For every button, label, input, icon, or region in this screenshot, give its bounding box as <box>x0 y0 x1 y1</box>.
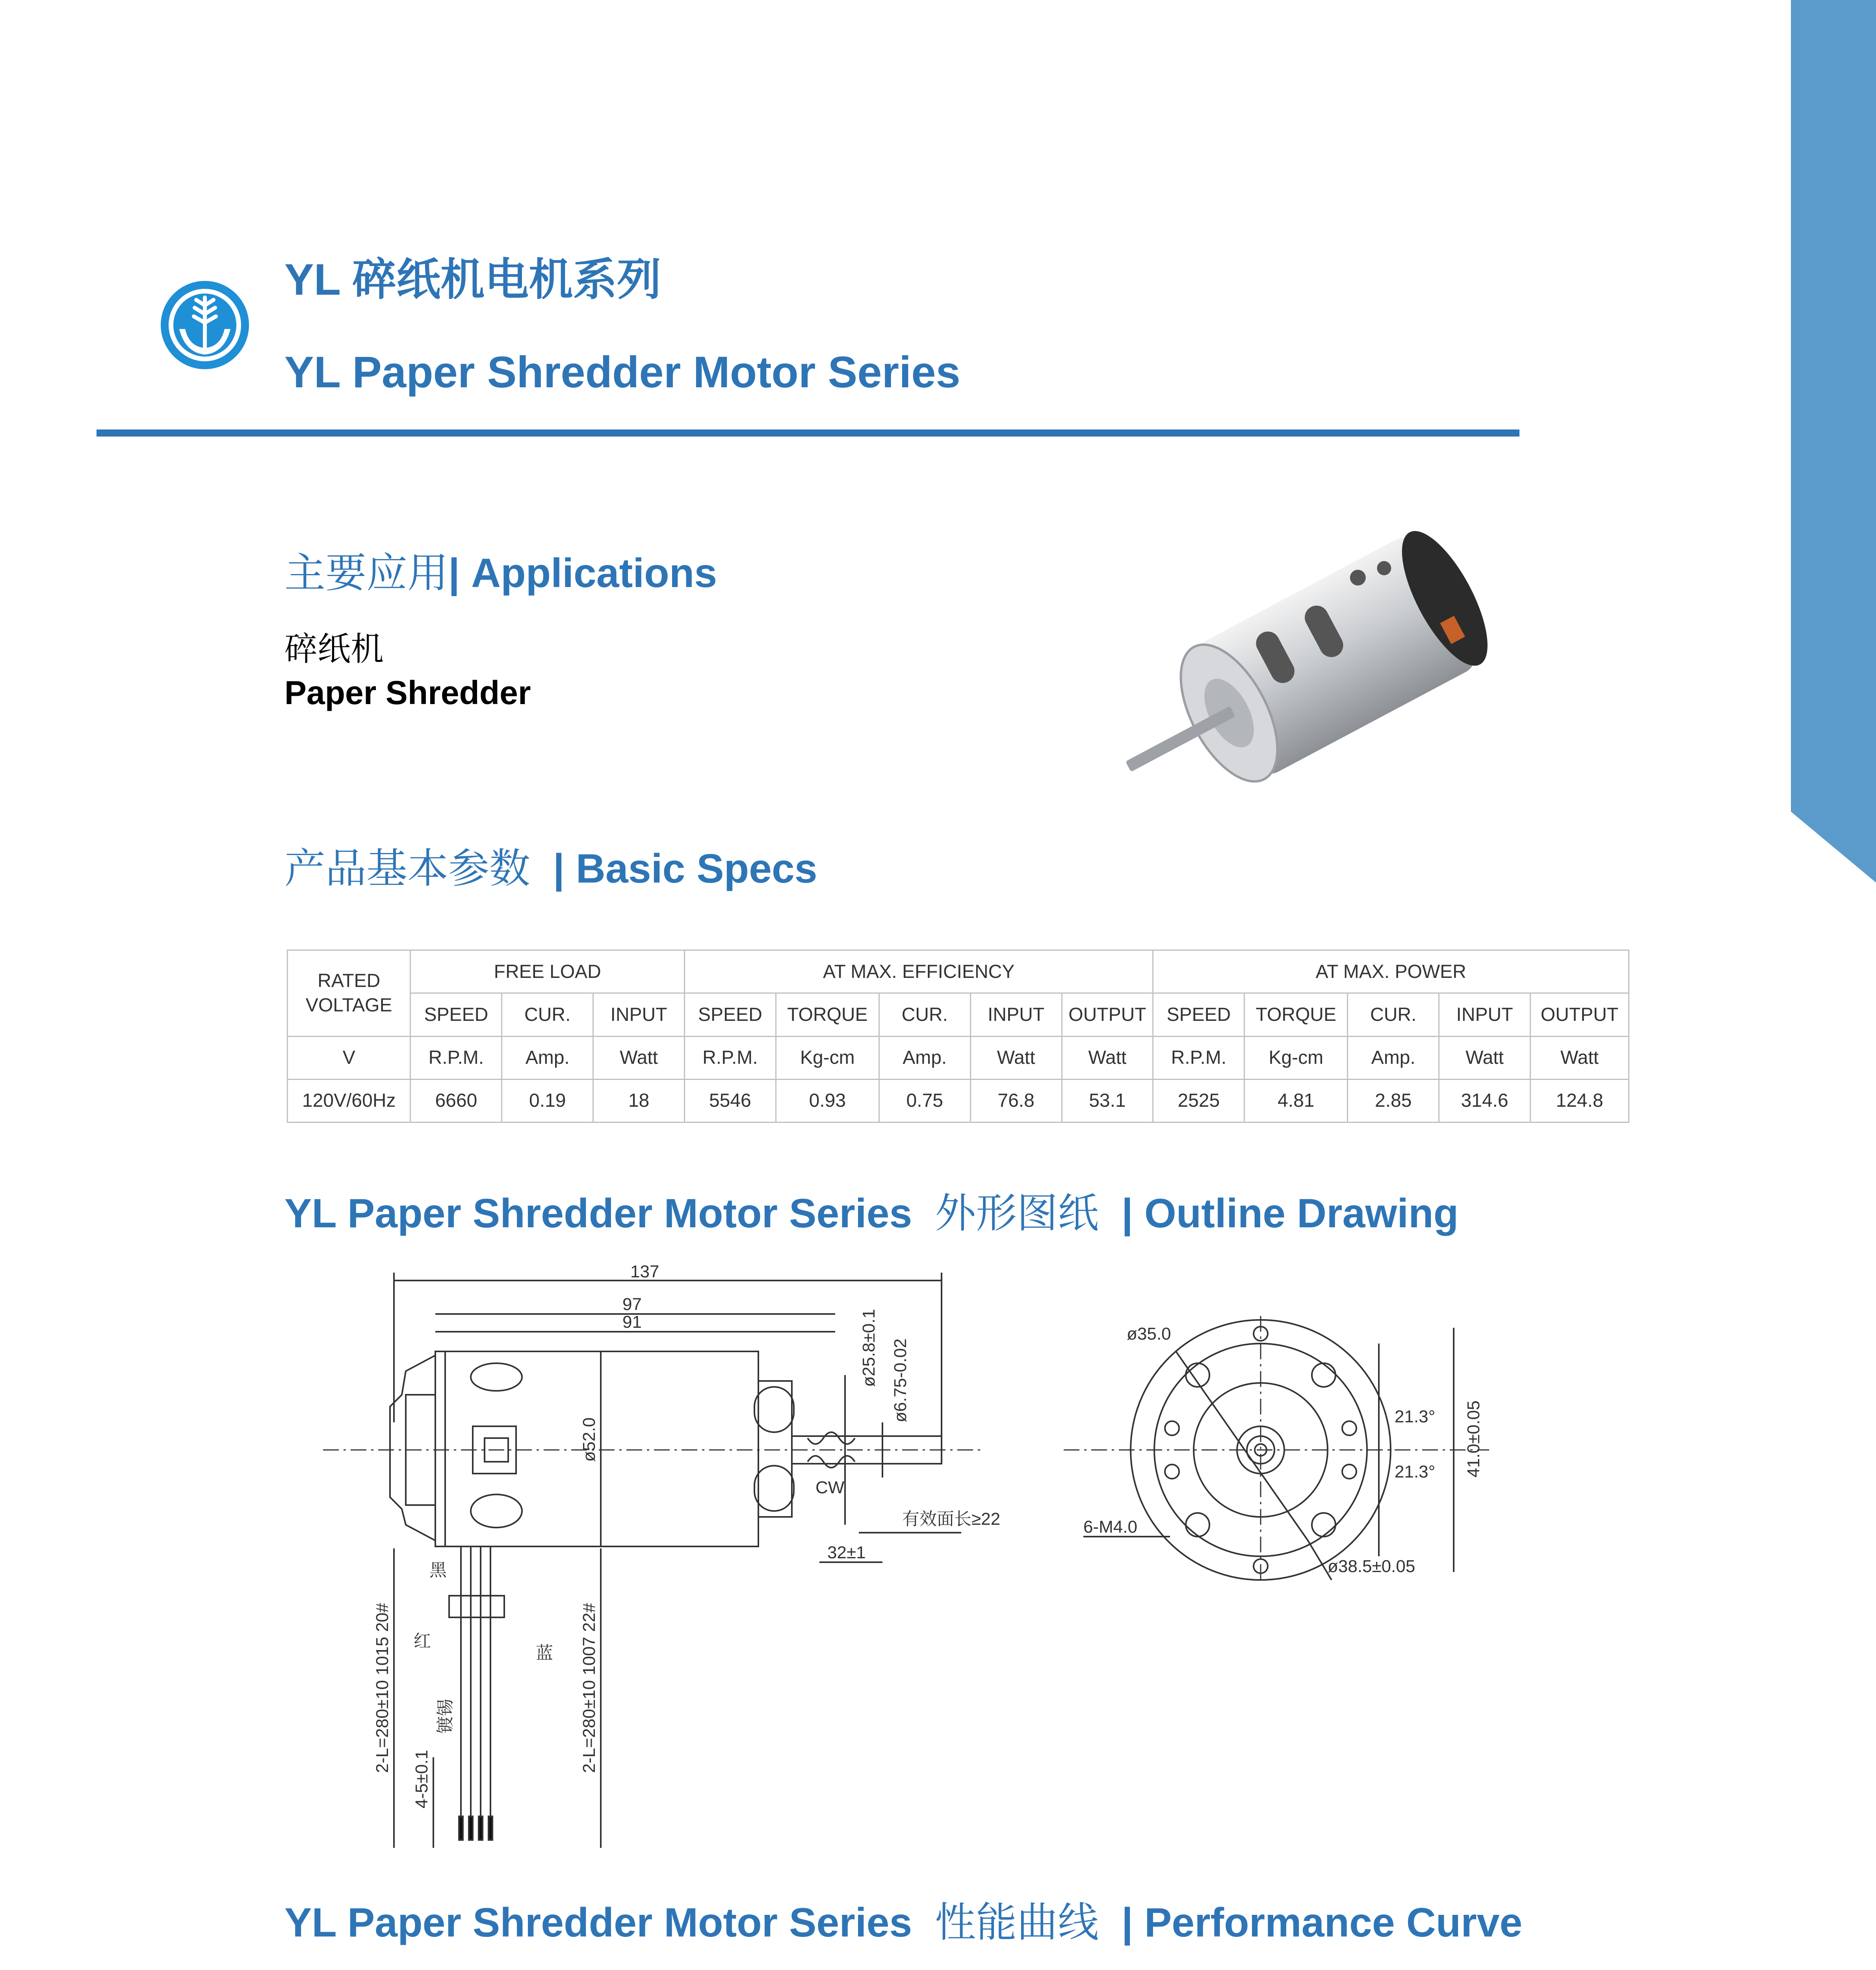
table-cell: R.P.M. <box>1153 1036 1244 1079</box>
rated-voltage-line2: VOLTAGE <box>305 994 392 1016</box>
dim-41: 41.0±0.05 <box>1464 1400 1483 1478</box>
table-cell: 124.8 <box>1530 1079 1629 1122</box>
outline-heading-en: | Outline Drawing <box>1121 1191 1459 1236</box>
max-power-header: AT MAX. POWER <box>1153 950 1629 993</box>
performance-heading <box>284 1889 1522 1948</box>
wheat-hands-logo-icon <box>158 278 252 372</box>
table-cell: SPEED <box>684 993 776 1036</box>
table-cell: Watt <box>1062 1036 1153 1079</box>
table-cell: CUR. <box>502 993 593 1036</box>
table-cell: V <box>288 1036 410 1079</box>
dim-d385: ø38.5±0.05 <box>1328 1557 1415 1576</box>
table-cell: 53.1 <box>1062 1079 1153 1122</box>
dim-d258: ø25.8±0.1 <box>859 1309 879 1387</box>
dim-91: 91 <box>622 1312 642 1332</box>
specs-heading <box>284 835 817 894</box>
table-row <box>288 993 1629 1036</box>
table-cell: 2.85 <box>1348 1079 1439 1122</box>
table-cell: 0.19 <box>502 1079 593 1122</box>
table-cell: SPEED <box>1153 993 1244 1036</box>
performance-heading-en: | Performance Curve <box>1121 1900 1523 1946</box>
table-cell: Watt <box>1530 1036 1629 1079</box>
table-cell: 314.6 <box>1439 1079 1531 1122</box>
table-cell: 0.75 <box>879 1079 970 1122</box>
application-item-en: Paper Shredder <box>284 674 531 711</box>
table-cell: CUR. <box>879 993 970 1036</box>
tin-label: 镀锡 <box>436 1699 455 1734</box>
wire-red-label: 红 <box>414 1632 431 1651</box>
outline-drawing <box>315 1257 1513 1868</box>
applications-heading-en: | Applications <box>448 550 717 596</box>
table-cell: Amp. <box>1348 1036 1439 1079</box>
table-cell: 0.93 <box>776 1079 879 1122</box>
specs-table <box>287 950 1629 1123</box>
table-cell: R.P.M. <box>410 1036 502 1079</box>
dim-d675: ø6.75-0.02 <box>891 1338 910 1422</box>
table-cell: Kg-cm <box>776 1036 879 1079</box>
wire-blue-label: 蓝 <box>536 1643 553 1663</box>
table-cell: 6660 <box>410 1079 502 1122</box>
table-cell: Amp. <box>879 1036 970 1079</box>
outline-heading <box>284 1180 1458 1239</box>
table-cell: Kg-cm <box>1244 1036 1348 1079</box>
table-cell: 120V/60Hz <box>288 1079 410 1122</box>
table-row <box>288 1079 1629 1122</box>
motor-photo <box>1056 492 1536 867</box>
table-cell: INPUT <box>1439 993 1531 1036</box>
dim-m4: 6-M4.0 <box>1083 1517 1137 1537</box>
dim-d52: ø52.0 <box>580 1417 599 1462</box>
table-cell: CUR. <box>1348 993 1439 1036</box>
table-cell: 4.81 <box>1244 1079 1348 1122</box>
table-cell: INPUT <box>970 993 1062 1036</box>
table-cell: Amp. <box>502 1036 593 1079</box>
table-cell: SPEED <box>410 993 502 1036</box>
specs-heading-cn: 产品基本参数 <box>284 846 531 892</box>
free-load-header: FREE LOAD <box>410 950 684 993</box>
dim-angle-b: 21.3° <box>1395 1462 1436 1481</box>
performance-heading-a: YL Paper Shredder Motor Series <box>284 1900 912 1946</box>
rated-voltage-header <box>288 950 410 1037</box>
outline-heading-cn: 外形图纸 <box>935 1191 1099 1236</box>
dim-effective-length: 有效面长≥22 <box>902 1509 1001 1529</box>
rated-voltage-line1: RATED <box>318 970 381 991</box>
table-cell: 5546 <box>684 1079 776 1122</box>
wire-length-1: 2-L=280±10 1015 20# <box>373 1603 392 1773</box>
dim-97: 97 <box>622 1295 642 1314</box>
title-divider <box>97 429 1519 437</box>
table-cell: 18 <box>593 1079 685 1122</box>
side-decor-band <box>1791 0 1876 883</box>
table-row <box>288 1036 1629 1079</box>
table-cell: 2525 <box>1153 1079 1244 1122</box>
application-item-cn: 碎纸机 <box>284 630 384 667</box>
table-row <box>288 950 1629 993</box>
applications-heading <box>284 540 717 599</box>
dim-d35: ø35.0 <box>1127 1324 1171 1344</box>
page-title-en: YL Paper Shredder Motor Series <box>284 348 960 397</box>
strip-length: 4-5±0.1 <box>412 1750 431 1808</box>
table-cell: OUTPUT <box>1530 993 1629 1036</box>
table-cell: Watt <box>970 1036 1062 1079</box>
dim-137: 137 <box>630 1262 659 1281</box>
dim-angle-a: 21.3° <box>1395 1407 1436 1426</box>
table-cell: TORQUE <box>776 993 879 1036</box>
dim-cw: CW <box>815 1478 845 1497</box>
outline-heading-a: YL Paper Shredder Motor Series <box>284 1191 912 1236</box>
page-title-cn: YL 碎纸机电机系列 <box>284 255 661 304</box>
wire-length-2: 2-L=280±10 1007 22# <box>580 1603 599 1773</box>
dim-32: 32±1 <box>827 1543 866 1562</box>
table-cell: R.P.M. <box>684 1036 776 1079</box>
table-cell: INPUT <box>593 993 685 1036</box>
specs-heading-en: | Basic Specs <box>553 846 817 892</box>
performance-heading-cn: 性能曲线 <box>935 1900 1099 1946</box>
wire-black-label: 黑 <box>429 1561 447 1580</box>
applications-heading-cn: 主要应用 <box>284 550 449 596</box>
table-cell: Watt <box>1439 1036 1531 1079</box>
side-band-fold <box>1791 808 1876 883</box>
table-cell: TORQUE <box>1244 993 1348 1036</box>
table-cell: Watt <box>593 1036 685 1079</box>
max-efficiency-header: AT MAX. EFFICIENCY <box>684 950 1153 993</box>
table-cell: 76.8 <box>970 1079 1062 1122</box>
table-cell: OUTPUT <box>1062 993 1153 1036</box>
